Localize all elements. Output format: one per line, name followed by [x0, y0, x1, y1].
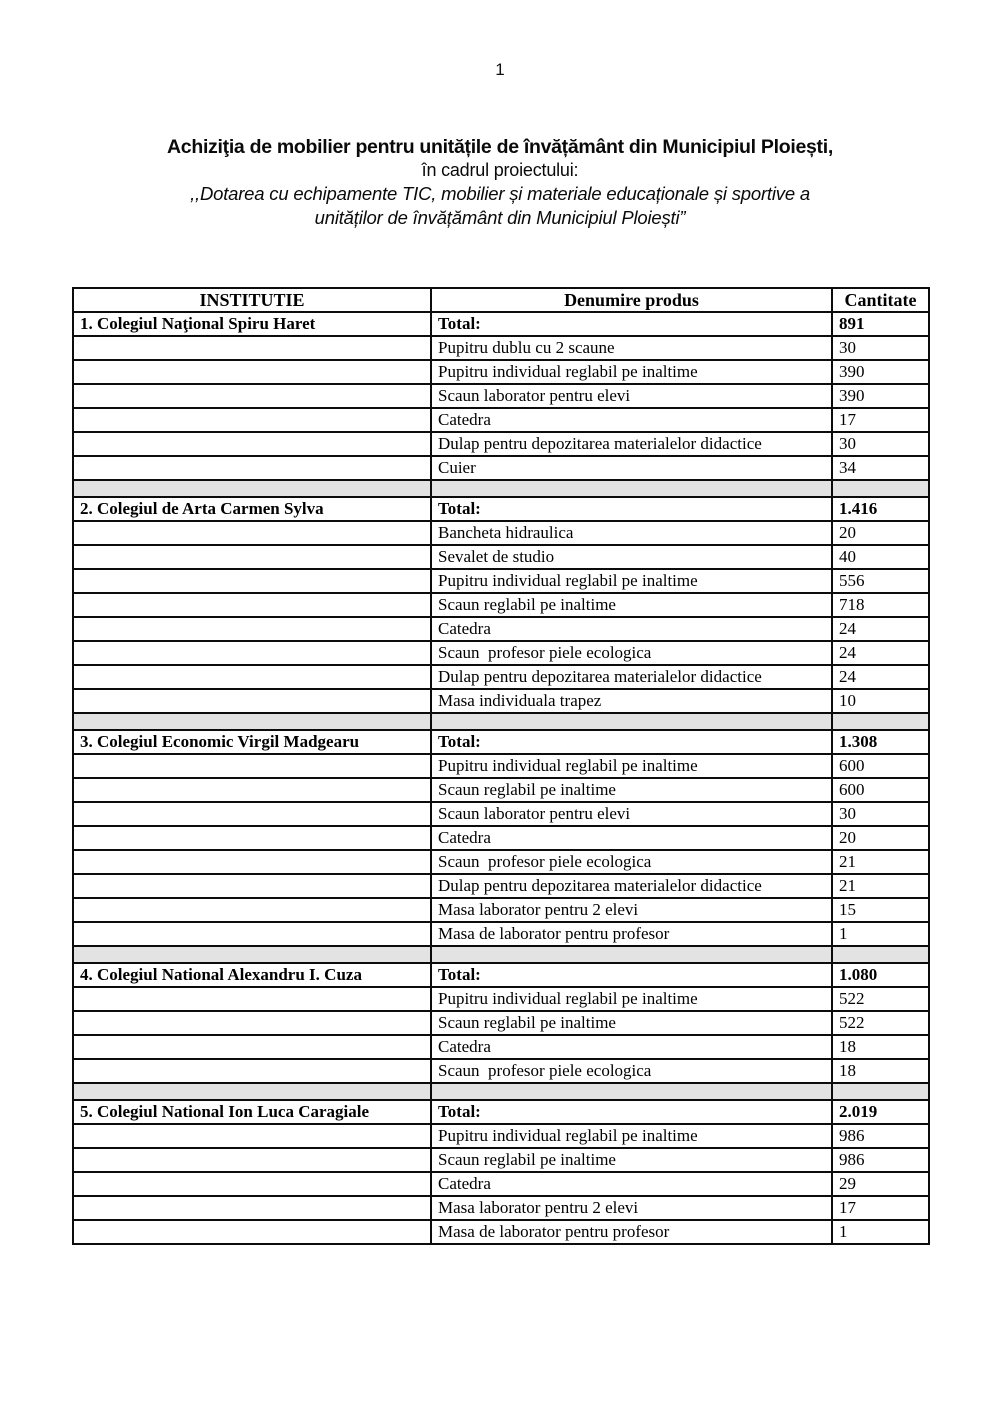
institution-total-row: [73, 312, 929, 336]
section-separator-row: [73, 946, 929, 963]
product-quantity: 30: [832, 432, 929, 456]
product-row: [73, 802, 929, 826]
total-label: Total:: [431, 730, 832, 754]
institution-empty-cell: [73, 1124, 431, 1148]
product-name: Masa laborator pentru 2 elevi: [431, 1196, 832, 1220]
institution-empty-cell: [73, 898, 431, 922]
column-header-cantitate: Cantitate: [832, 288, 929, 312]
product-name: Dulap pentru depozitarea materialelor didactice: [431, 432, 832, 456]
product-quantity: 718: [832, 593, 929, 617]
separator-cell: [73, 1083, 431, 1100]
institution-empty-cell: [73, 456, 431, 480]
product-row: [73, 336, 929, 360]
institution-name: 5. Colegiul National Ion Luca Caragiale: [73, 1100, 431, 1124]
product-name: Pupitru dublu cu 2 scaune: [431, 336, 832, 360]
institution-empty-cell: [73, 922, 431, 946]
institution-total-row: [73, 730, 929, 754]
product-quantity: 18: [832, 1035, 929, 1059]
product-row: [73, 1196, 929, 1220]
product-quantity: 522: [832, 1011, 929, 1035]
document-subtitle: în cadrul proiectului:: [421, 160, 579, 180]
product-name: Dulap pentru depozitarea materialelor didactice: [431, 665, 832, 689]
separator-cell: [73, 946, 431, 963]
document-title: Achiziţia de mobilier pentru unitățile de învățământ din Municipiul Ploiești,: [167, 136, 833, 158]
product-name: Masa de laborator pentru profesor: [431, 1220, 832, 1244]
product-name: Catedra: [431, 826, 832, 850]
product-row: [73, 1172, 929, 1196]
product-name: Masa laborator pentru 2 elevi: [431, 898, 832, 922]
product-quantity: 20: [832, 826, 929, 850]
institution-empty-cell: [73, 987, 431, 1011]
separator-cell: [73, 480, 431, 497]
product-name: Pupitru individual reglabil pe inaltime: [431, 754, 832, 778]
product-quantity: 986: [832, 1148, 929, 1172]
product-quantity: 600: [832, 754, 929, 778]
institution-empty-cell: [73, 826, 431, 850]
institution-empty-cell: [73, 1035, 431, 1059]
product-quantity: 29: [832, 1172, 929, 1196]
institution-empty-cell: [73, 874, 431, 898]
total-value: 1.308: [832, 730, 929, 754]
total-value: 1.416: [832, 497, 929, 521]
product-row: [73, 1011, 929, 1035]
product-row: [73, 641, 929, 665]
product-name: Scaun profesor piele ecologica: [431, 1059, 832, 1083]
separator-cell: [832, 946, 929, 963]
product-name: Cuier: [431, 456, 832, 480]
total-label: Total:: [431, 963, 832, 987]
product-quantity: 34: [832, 456, 929, 480]
product-row: [73, 1148, 929, 1172]
product-quantity: 10: [832, 689, 929, 713]
table-header-row: [73, 288, 929, 312]
product-name: Scaun reglabil pe inaltime: [431, 778, 832, 802]
product-quantity: 986: [832, 1124, 929, 1148]
product-row: [73, 778, 929, 802]
product-row: [73, 874, 929, 898]
institution-empty-cell: [73, 778, 431, 802]
institution-empty-cell: [73, 641, 431, 665]
product-name: Pupitru individual reglabil pe inaltime: [431, 987, 832, 1011]
separator-cell: [431, 713, 832, 730]
institution-empty-cell: [73, 665, 431, 689]
institution-total-row: [73, 1100, 929, 1124]
product-row: [73, 922, 929, 946]
institution-empty-cell: [73, 360, 431, 384]
project-quote-line2: unităților de învățământ din Municipiul Ploiești”: [314, 206, 686, 228]
product-row: [73, 408, 929, 432]
product-row: [73, 521, 929, 545]
product-quantity: 30: [832, 336, 929, 360]
product-row: [73, 593, 929, 617]
institution-empty-cell: [73, 593, 431, 617]
product-quantity: 600: [832, 778, 929, 802]
product-row: [73, 850, 929, 874]
section-separator-row: [73, 713, 929, 730]
institution-empty-cell: [73, 336, 431, 360]
product-name: Catedra: [431, 1035, 832, 1059]
product-row: [73, 432, 929, 456]
institution-empty-cell: [73, 521, 431, 545]
product-quantity: 390: [832, 360, 929, 384]
product-name: Pupitru individual reglabil pe inaltime: [431, 360, 832, 384]
institution-empty-cell: [73, 1148, 431, 1172]
total-value: 891: [832, 312, 929, 336]
separator-cell: [431, 480, 832, 497]
product-row: [73, 617, 929, 641]
institution-total-row: [73, 963, 929, 987]
total-label: Total:: [431, 1100, 832, 1124]
institution-total-row: [73, 497, 929, 521]
institution-empty-cell: [73, 850, 431, 874]
product-name: Scaun laborator pentru elevi: [431, 384, 832, 408]
product-quantity: 21: [832, 874, 929, 898]
total-label: Total:: [431, 497, 832, 521]
column-header-institutie: INSTITUTIE: [73, 288, 431, 312]
product-name: Scaun profesor piele ecologica: [431, 641, 832, 665]
product-name: Pupitru individual reglabil pe inaltime: [431, 1124, 832, 1148]
institution-empty-cell: [73, 1059, 431, 1083]
product-quantity: 556: [832, 569, 929, 593]
total-label: Total:: [431, 312, 832, 336]
separator-cell: [832, 713, 929, 730]
product-name: Catedra: [431, 617, 832, 641]
product-row: [73, 569, 929, 593]
institution-name: 3. Colegiul Economic Virgil Madgearu: [73, 730, 431, 754]
product-quantity: 1: [832, 922, 929, 946]
product-quantity: 1: [832, 1220, 929, 1244]
product-name: Sevalet de studio: [431, 545, 832, 569]
product-row: [73, 456, 929, 480]
separator-cell: [73, 713, 431, 730]
product-name: Catedra: [431, 408, 832, 432]
product-quantity: 18: [832, 1059, 929, 1083]
institution-empty-cell: [73, 1196, 431, 1220]
product-row: [73, 1220, 929, 1244]
institution-empty-cell: [73, 384, 431, 408]
product-quantity: 30: [832, 802, 929, 826]
product-quantity: 15: [832, 898, 929, 922]
institution-empty-cell: [73, 545, 431, 569]
product-row: [73, 689, 929, 713]
product-row: [73, 898, 929, 922]
product-name: Masa de laborator pentru profesor: [431, 922, 832, 946]
project-quote-line1: ,,Dotarea cu echipamente TIC, mobilier și materiale educaționale și sportive a: [190, 183, 810, 204]
institution-empty-cell: [73, 569, 431, 593]
institution-name: 4. Colegiul National Alexandru I. Cuza: [73, 963, 431, 987]
product-row: [73, 545, 929, 569]
institution-empty-cell: [73, 432, 431, 456]
institution-empty-cell: [73, 1011, 431, 1035]
product-name: Dulap pentru depozitarea materialelor didactice: [431, 874, 832, 898]
page-number: 1: [495, 60, 505, 79]
institution-empty-cell: [73, 689, 431, 713]
product-name: Masa individuala trapez: [431, 689, 832, 713]
product-quantity: 40: [832, 545, 929, 569]
product-quantity: 24: [832, 665, 929, 689]
product-name: Catedra: [431, 1172, 832, 1196]
document-header: [0, 136, 1000, 229]
institution-empty-cell: [73, 1220, 431, 1244]
product-name: Pupitru individual reglabil pe inaltime: [431, 569, 832, 593]
institution-empty-cell: [73, 802, 431, 826]
product-quantity: 21: [832, 850, 929, 874]
product-quantity: 24: [832, 641, 929, 665]
institution-empty-cell: [73, 617, 431, 641]
product-row: [73, 665, 929, 689]
institution-empty-cell: [73, 1172, 431, 1196]
product-name: Scaun profesor piele ecologica: [431, 850, 832, 874]
product-row: [73, 384, 929, 408]
product-quantity: 17: [832, 1196, 929, 1220]
separator-cell: [832, 480, 929, 497]
section-separator-row: [73, 480, 929, 497]
product-quantity: 522: [832, 987, 929, 1011]
product-quantity: 20: [832, 521, 929, 545]
institution-empty-cell: [73, 754, 431, 778]
product-quantity: 24: [832, 617, 929, 641]
total-value: 1.080: [832, 963, 929, 987]
separator-cell: [832, 1083, 929, 1100]
table-header: [73, 288, 929, 312]
product-quantity: 390: [832, 384, 929, 408]
product-name: Scaun reglabil pe inaltime: [431, 1011, 832, 1035]
product-row: [73, 754, 929, 778]
product-row: [73, 826, 929, 850]
product-row: [73, 360, 929, 384]
furniture-table-body: [73, 312, 929, 1244]
column-header-denumire-produs: Denumire produs: [431, 288, 832, 312]
product-row: [73, 1124, 929, 1148]
total-value: 2.019: [832, 1100, 929, 1124]
product-row: [73, 1059, 929, 1083]
product-name: Scaun reglabil pe inaltime: [431, 1148, 832, 1172]
product-name: Scaun laborator pentru elevi: [431, 802, 832, 826]
product-row: [73, 1035, 929, 1059]
furniture-table: [72, 287, 930, 1245]
separator-cell: [431, 946, 832, 963]
product-name: Bancheta hidraulica: [431, 521, 832, 545]
product-row: [73, 987, 929, 1011]
section-separator-row: [73, 1083, 929, 1100]
institution-empty-cell: [73, 408, 431, 432]
separator-cell: [431, 1083, 832, 1100]
institution-name: 1. Colegiul Naţional Spiru Haret: [73, 312, 431, 336]
product-quantity: 17: [832, 408, 929, 432]
product-name: Scaun reglabil pe inaltime: [431, 593, 832, 617]
institution-name: 2. Colegiul de Arta Carmen Sylva: [73, 497, 431, 521]
